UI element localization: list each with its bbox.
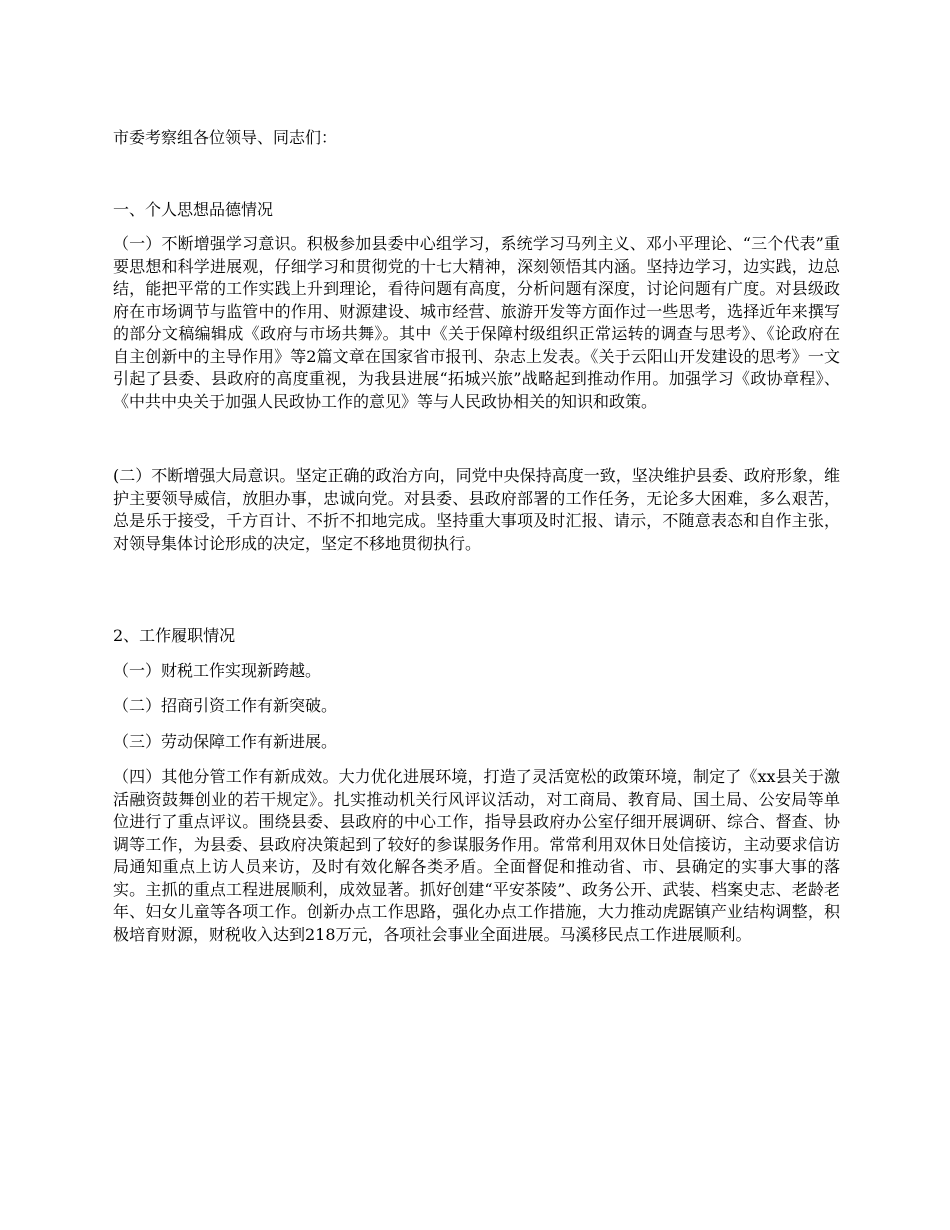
section-1-heading: 一、个人思想品德情况 <box>113 200 274 219</box>
section-1-paragraph-1: （一）不断增强学习意识。积极参加县委中心组学习，系统学习马列主义、邓小平理论、“三个代表”重要思想和科学进展观，仔细学习和贯彻党的十七大精神，深刻领悟其内涵。坚持边学习，边实践，边总结，能把平常的工作实践上升到理论，看待问题有高度，分析问题有深度，讨论问题有广度。对县级政府在市场调节与监管中的作用、财源建设、城市经营、旅游开发等方面作过一些思考，选择近年来撰写的部分文稿编辑成《政府与市场共舞》。其中《关于保障村级组织正常运转的调查与思考》、《论政府在自主创新中的主导作用》等2篇文章在国家省市报刊、杂志上发表。《关于云阳山开发建设的思考》一文引起了县委、县政府的高度重视，为我县进展“拓城兴旅”战略起到推动作用。加强学习《政协章程》、《中共中央关于加强人民政协工作的意见》等与人民政协相关的知识和政策。 <box>113 234 840 411</box>
section-2-heading: 2、工作履职情况 <box>113 626 236 645</box>
greeting: 市委考察组各位领导、同志们： <box>113 128 338 147</box>
section-2-item-2: （二）招商引资工作有新突破。 <box>113 696 338 715</box>
section-2-item-1: （一）财税工作实现新跨越。 <box>113 661 322 680</box>
section-2-item-3: （三）劳动保障工作有新进展。 <box>113 732 338 751</box>
section-2-paragraph: （四）其他分管工作有新成效。大力优化进展环境，打造了灵活宽松的政策环境，制定了《xx县关于激活融资鼓舞创业的若干规定》。扎实推动机关行风评议活动，对工商局、教育局、国土局、公安局等单位进行了重点评议。围绕县委、县政府的中心工作，指导县政府办公室仔细开展调研、综合、督查、协调等工作，为县委、县政府决策起到了较好的参谋服务作用。常常利用双休日处信接访，主动要求信访局通知重点上访人员来访，及时有效化解各类矛盾。全面督促和推动省、市、县确定的实事大事的落实。主抓的重点工程进展顺利，成效显著。抓好创建“平安茶陵”、政务公开、武装、档案史志、老龄老年、妇女儿童等各项工作。创新办点工作思路，强化办点工作措施，大力推动虎踞镇产业结构调整，积极培育财源，财税收入达到218万元，各项社会事业全面进展。马溪移民点工作进展顺利。 <box>113 767 840 944</box>
section-1-paragraph-2: (二）不断增强大局意识。坚定正确的政治方向，同党中央保持高度一致，坚决维护县委、政府形象，维护主要领导威信，放胆办事，忠诚向党。对县委、县政府部署的工作任务，无论多大困难，多么艰苦，总是乐于接受，千方百计、不折不扣地完成。坚持重大事项及时汇报、请示，不随意表态和自作主张，对领导集体讨论形成的决定，坚定不移地贯彻执行。 <box>113 466 840 553</box>
